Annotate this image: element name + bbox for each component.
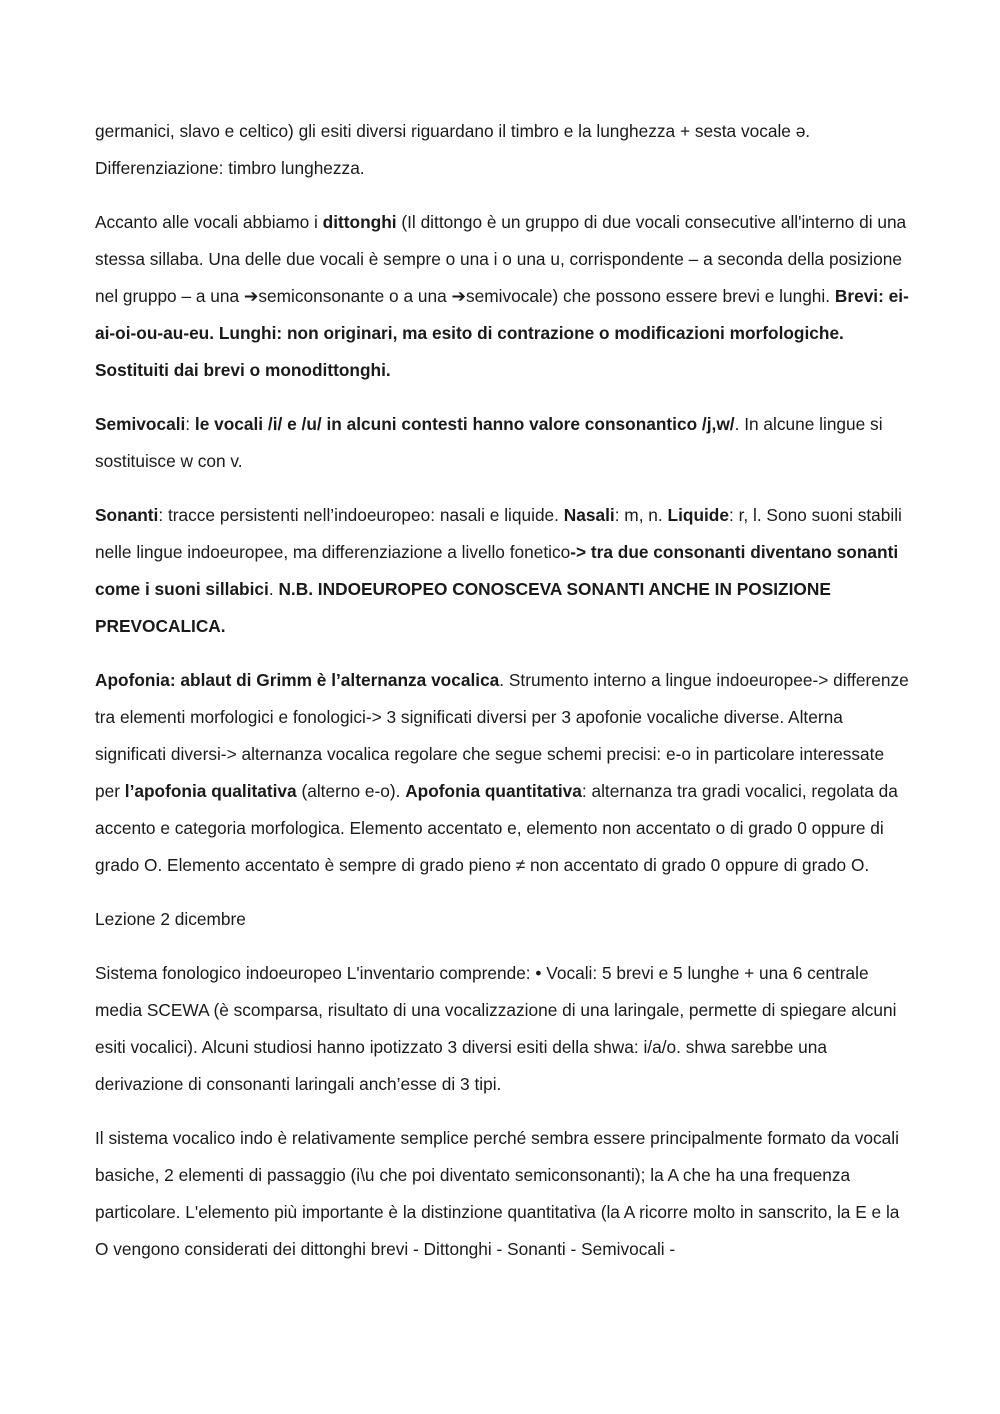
paragraph-4 bbox=[95, 497, 910, 645]
text-segment: (Il dittongo è un gruppo di due vocali consecutive all'interno di una stessa sillaba. Una delle due vocali è sempre o una i o una u, corrispondente – a seconda della posizione nel gruppo – a una ➔semiconsonante o a una ➔semivocale) che possono essere brevi e lunghi. bbox=[95, 212, 911, 306]
text-segment: : bbox=[185, 414, 195, 434]
text-segment: : alternanza tra gradi vocalici, regolata da accento e categoria morfologica. Elemento accentato e, elemento non accentato o di grado 0 oppure di grado O. Elemento accentato è sempre di grado pieno ≠ non accentato di grado 0 oppure di grado O. bbox=[95, 781, 903, 875]
text-segment: Il sistema vocalico indo è relativamente semplice perché sembra essere principalmente formato da vocali basiche, 2 elementi di passaggio (i\u che poi diventato semiconsonanti); la A che ha una frequenza particolare. L'elemento più importante è la distinzione quantitativa (la A ricorre molto in sanscrito, la E e la O vengono considerati dei dittonghi brevi - Dittonghi - Sonanti - Semivocali - bbox=[95, 1128, 905, 1259]
text-segment: Sistema fonologico indoeuropeo L'inventario comprende: • Vocali: 5 brevi e 5 lunghe + una 6 centrale media SCEWA (è scomparsa, risultato di una vocalizzazione di una laringale, permette di spiegare alcuni esiti vocalici). Alcuni studiosi hanno ipotizzato 3 diversi esiti della shwa: i/a/o. shwa sarebbe una derivazione di consonanti laringali anch’esse di 3 tipi. bbox=[95, 963, 902, 1094]
paragraph-2 bbox=[95, 204, 910, 389]
bold-text-segment: dittonghi bbox=[322, 212, 397, 232]
document-page bbox=[95, 113, 914, 1285]
text-segment: Accanto alle vocali abbiamo i bbox=[95, 212, 323, 232]
text-segment: . In alcune lingue si sostituisce w con v. bbox=[95, 414, 888, 471]
paragraph-1 bbox=[95, 113, 910, 187]
text-segment: : m, n. bbox=[614, 505, 668, 525]
bold-text-segment: Apofonia quantitativa bbox=[405, 781, 582, 801]
bold-text-segment: N.B. INDOEUROPEO CONOSCEVA SONANTI ANCHE IN POSIZIONE PREVOCALICA. bbox=[95, 579, 836, 636]
text-segment: germanici, slavo e celtico) gli esiti diversi riguardano il timbro e la lunghezza + sesta vocale ə. Differenziazione: timbro lunghezza. bbox=[95, 121, 815, 178]
bold-text-segment: Semivocali bbox=[95, 414, 186, 434]
bold-text-segment: Apofonia: ablaut di Grimm è l’alternanza vocalica bbox=[95, 670, 500, 690]
section-heading bbox=[95, 901, 910, 938]
bold-text-segment: le vocali /i/ e /u/ in alcuni contesti hanno valore consonantico /j,w/ bbox=[194, 414, 735, 434]
text-segment: . bbox=[268, 579, 279, 599]
text-segment: . Strumento interno a lingue indoeuropee-> differenze tra elementi morfologici e fonologici-> 3 significati diversi per 3 apofonie vocaliche diverse. Alterna significati diversi-> alternanza vocalica regolare che segue schemi precisi: e-o in particolare interessate per bbox=[95, 670, 914, 801]
paragraph-8 bbox=[95, 1120, 910, 1268]
text-segment: Lezione 2 dicembre bbox=[95, 909, 246, 929]
text-segment: : tracce persistenti nell’indoeuropeo: nasali e liquide. bbox=[158, 505, 564, 525]
bold-text-segment: l’apofonia qualitativa bbox=[124, 781, 297, 801]
bold-text-segment: Nasali bbox=[563, 505, 615, 525]
bold-text-segment: Liquide bbox=[667, 505, 729, 525]
paragraph-7 bbox=[95, 955, 910, 1103]
paragraph-5 bbox=[95, 662, 914, 884]
bold-text-segment: Brevi: ei-ai-oi-ou-au-eu. Lunghi: non originari, ma esito di contrazione o modificazioni morfologiche. Sostituiti dai brevi o monodittonghi. bbox=[95, 286, 909, 380]
text-segment: : r, l. Sono suoni stabili nelle lingue indoeuropee, ma differenziazione a livello fonetico bbox=[95, 505, 907, 562]
text-segment: (alterno e-o). bbox=[296, 781, 406, 801]
bold-text-segment: -> tra due consonanti diventano sonanti come i suoni sillabici bbox=[95, 542, 903, 599]
paragraph-3 bbox=[95, 406, 910, 480]
bold-text-segment: Sonanti bbox=[95, 505, 159, 525]
